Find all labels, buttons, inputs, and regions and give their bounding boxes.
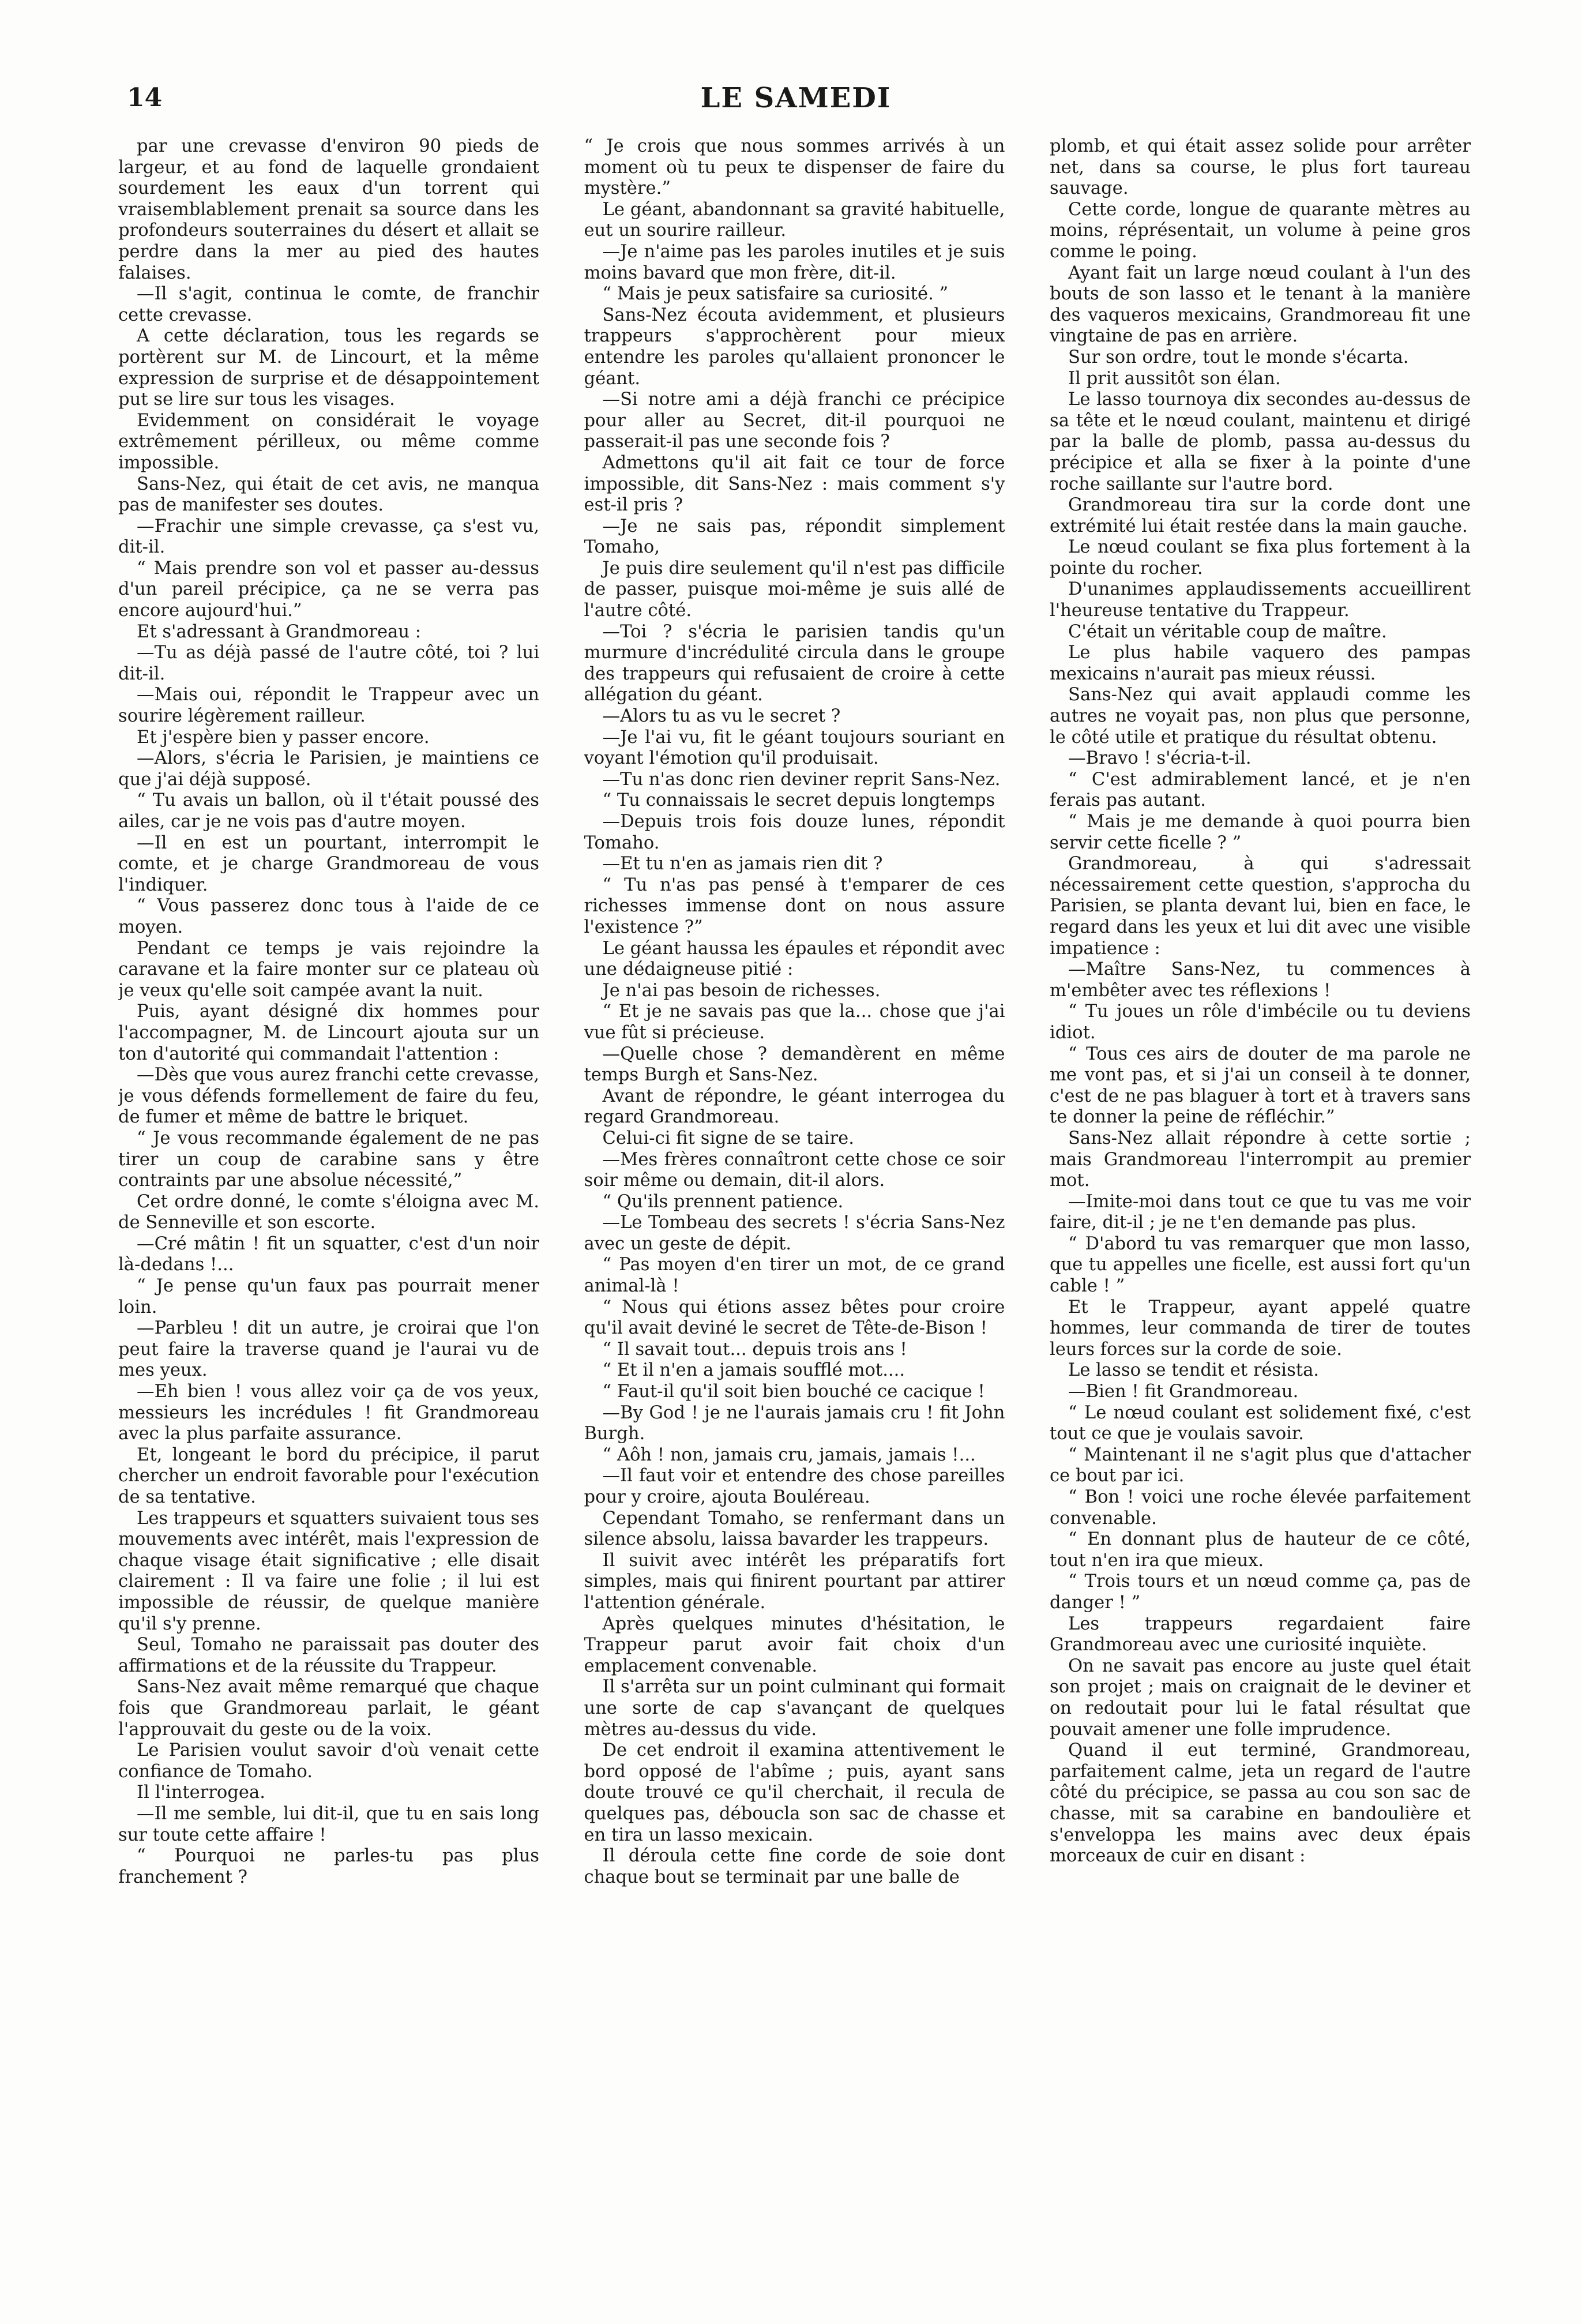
article-paragraph: Ayant fait un large nœud coulant à l'un des bouts de son lasso et le tenant à la manière des vaqueros mexicains, Grandmoreau fit une vingtaine de pas en arrière. xyxy=(1050,262,1471,347)
article-paragraph: Admettons qu'il ait fait ce tour de force impossible, dit Sans-Nez : mais comment s'y est-il pris ? xyxy=(584,452,1005,516)
article-paragraph: Et, longeant le bord du précipice, il parut chercher un endroit favorable pour l'exécution de sa tentative. xyxy=(118,1444,539,1507)
article-paragraph: —Il me semble, lui dit-il, que tu en sais long sur toute cette affaire ! xyxy=(118,1803,539,1845)
article-paragraph: Il l'interrogea. xyxy=(137,1782,265,1803)
article-paragraph: —Dès que vous aurez franchi cette crevasse, je vous défends formellement de faire du feu, de fumer et même de battre le briquet. xyxy=(118,1065,539,1128)
article-paragraph: —Alors, s'écria le Parisien, je maintiens ce que j'ai déjà supposé. xyxy=(118,748,539,790)
article-paragraph: “ Faut-il qu'il soit bien bouché ce cacique ! xyxy=(602,1381,985,1402)
article-paragraph: “ Le nœud coulant est solidement fixé, c'est tout ce que je voulais savoir. xyxy=(1050,1402,1471,1444)
article-paragraph: plomb, et qui était assez solide pour arrêter net, dans sa course, le plus fort taureau sauvage. xyxy=(1050,136,1471,199)
article-paragraph: —Toi ? s'écria le parisien tandis qu'un murmure d'incrédulité circula dans le groupe des trappeurs qui refusaient de croire à cette allégation du géant. xyxy=(584,621,1005,705)
article-paragraph: “ D'abord tu vas remarquer que mon lasso, que tu appelles une ficelle, est aussi fort qu'un cable ! ” xyxy=(1050,1233,1471,1297)
article-paragraph: Et le Trappeur, ayant appelé quatre hommes, leur commanda de tirer de toutes leurs forces sur la corde de soie. xyxy=(1050,1297,1471,1360)
article-paragraph: —Bravo ! s'écria-t-il. xyxy=(1068,748,1252,769)
article-paragraph: Le lasso se tendit et résista. xyxy=(1068,1360,1320,1381)
article-paragraph: Le Parisien voulut savoir d'où venait cette confiance de Tomaho. xyxy=(118,1740,539,1782)
article-paragraph: “ C'est admirablement lancé, et je n'en ferais pas autant. xyxy=(1050,769,1471,811)
article-paragraph: On ne savait pas encore au juste quel était son projet ; mais on craignait de le deviner et on redoutait pour lui le fatal résultat que pouvait amener une folle imprudence. xyxy=(1050,1655,1471,1740)
article-paragraph: “ Mais je peux satisfaire sa curiosité. ” xyxy=(602,284,949,305)
article-paragraph: “ Qu'ils prennent patience. xyxy=(602,1191,844,1212)
article-paragraph: “ Je vous recommande également de ne pas tirer un coup de carabine sans y être contraints par une absolue nécessité,” xyxy=(118,1128,539,1191)
article-paragraph: —Le Tombeau des secrets ! s'écria Sans-Nez avec un geste de dépit. xyxy=(584,1212,1005,1254)
article-paragraph: “ Tous ces airs de douter de ma parole ne me vont pas, et si j'ai un conseil à te donner, c'est de ne pas blaguer à tort et à travers sans te donner la peine de réfléchir.” xyxy=(1050,1043,1471,1128)
article-paragraph: —Quelle chose ? demandèrent en même temps Burgh et Sans-Nez. xyxy=(584,1043,1005,1086)
article-paragraph: —Si notre ami a déjà franchi ce précipice pour aller au Secret, dit-il pourquoi ne passerait-il pas une seconde fois ? xyxy=(584,389,1005,452)
article-paragraph: “ Trois tours et un nœud comme ça, pas de danger ! ” xyxy=(1050,1571,1471,1613)
article-paragraph: “ Bon ! voici une roche élevée parfaitement convenable. xyxy=(1050,1487,1471,1529)
article-paragraph: —Tu n'as donc rien deviner reprit Sans-Nez. xyxy=(602,769,1001,790)
article-paragraph: “ Mais je me demande à quoi pourra bien servir cette ficelle ? ” xyxy=(1050,812,1471,853)
article-paragraph: Le nœud coulant se fixa plus fortement à la pointe du rocher. xyxy=(1050,537,1471,579)
article-paragraph: Je puis dire seulement qu'il n'est pas difficile de passer, puisque moi-même je suis allé de l'autre côté. xyxy=(584,558,1005,621)
article-paragraph: “ Nous qui étions assez bêtes pour croire qu'il avait deviné le secret de Tête-de-Bison ! xyxy=(584,1297,1005,1339)
article-paragraph: Après quelques minutes d'hésitation, le Trappeur parut avoir fait choix d'un emplacement convenable. xyxy=(584,1613,1005,1676)
article-paragraph: —Maître Sans-Nez, tu commences à m'embêter avec tes réflexions ! xyxy=(1050,959,1471,1001)
page-number: 14 xyxy=(127,83,163,112)
article-paragraph: Avant de répondre, le géant interrogea du regard Grandmoreau. xyxy=(584,1086,1005,1128)
article-paragraph: Cependant Tomaho, se renfermant dans un silence absolu, laissa bavarder les trappeurs. xyxy=(584,1508,1005,1550)
article-paragraph: “ Et il n'en a jamais soufflé mot.... xyxy=(602,1360,905,1381)
article-paragraph: —Il s'agit, continua le comte, de franchir cette crevasse. xyxy=(118,284,539,325)
text-columns xyxy=(118,136,1471,2293)
article-paragraph: —Je ne sais pas, répondit simplement Tomaho, xyxy=(584,516,1005,558)
text-column-1 xyxy=(118,136,539,2293)
running-title: LE SAMEDI xyxy=(700,82,892,114)
article-paragraph: Cette corde, longue de quarante mètres au moins, réprésentait, un volume à peine gros comme le poing. xyxy=(1050,199,1471,262)
article-paragraph: “ Tu connaissais le secret depuis longtemps xyxy=(602,790,995,811)
article-paragraph: “ Tu joues un rôle d'imbécile ou tu deviens idiot. xyxy=(1050,1001,1471,1043)
article-paragraph: “ Je pense qu'un faux pas pourrait mener loin. xyxy=(118,1276,539,1317)
article-paragraph: —Mais oui, répondit le Trappeur avec un sourire légèrement railleur. xyxy=(118,685,539,727)
article-paragraph: par une crevasse d'environ 90 pieds de largeur, et au fond de laquelle grondaient sourdement les eaux d'un torrent qui vraisemblablement prenait sa source dans les profondeurs souterraines du désert et allait se perdre dans la mer au pied des hautes falaises. xyxy=(118,136,539,283)
article-paragraph: “ Tu avais un ballon, où il t'était poussé des ailes, car je ne vois pas d'autre moyen. xyxy=(118,790,539,832)
article-paragraph: —Cré mâtin ! fit un squatter, c'est d'un noir là-dedans !... xyxy=(118,1233,539,1275)
article-paragraph: —Il faut voir et entendre des chose pareilles pour y croire, ajouta Bouléreau. xyxy=(584,1466,1005,1507)
article-paragraph: Sans-Nez qui avait applaudi comme les autres ne voyait pas, non plus que personne, le côté utile et pratique du résultat obtenu. xyxy=(1050,685,1471,748)
article-paragraph: Il s'arrêta sur un point culminant qui formait une sorte de cap s'avançant de quelques mètres au-dessus du vide. xyxy=(584,1677,1005,1740)
article-paragraph: “ Vous passerez donc tous à l'aide de ce moyen. xyxy=(118,896,539,937)
article-paragraph: Quand il eut terminé, Grandmoreau, parfaitement calme, jeta un regard de l'autre côté du précipice, se passa au cou son sac de chasse, mit sa carabine en bandoulière et s'enveloppa les mains avec deux épais morceaux de cuir en disant : xyxy=(1050,1740,1471,1867)
article-paragraph: Et s'adressant à Grandmoreau : xyxy=(137,621,422,642)
article-paragraph: —Alors tu as vu le secret ? xyxy=(602,706,841,727)
article-paragraph: Sur son ordre, tout le monde s'écarta. xyxy=(1068,347,1409,367)
article-paragraph: Le plus habile vaquero des pampas mexicains n'aurait pas mieux réussi. xyxy=(1050,643,1471,684)
article-paragraph: —Imite-moi dans tout ce que tu vas me voir faire, dit-il ; je ne t'en demande pas plus. xyxy=(1050,1191,1471,1233)
article-paragraph: “ Tu n'as pas pensé à t'emparer de ces richesses immense dont on nous assure l'existence ?” xyxy=(584,874,1005,937)
article-paragraph: De cet endroit il examina attentivement le bord opposé de l'abîme ; puis, ayant sans doute trouvé ce qu'il cherchait, il recula de quelques pas, déboucla son sac de chasse et en tira un lasso mexicain. xyxy=(584,1740,1005,1845)
article-paragraph: A cette déclaration, tous les regards se portèrent sur M. de Lincourt, et la même expression de surprise et de désappointement put se lire sur tous les visages. xyxy=(118,326,539,410)
article-paragraph: Les trappeurs regardaient faire Grandmoreau avec une curiosité inquiète. xyxy=(1050,1613,1471,1655)
article-paragraph: —Eh bien ! vous allez voir ça de vos yeux, messieurs les incrédules ! fit Grandmoreau avec la plus parfaite assurance. xyxy=(118,1381,539,1444)
article-paragraph: —Et tu n'en as jamais rien dit ? xyxy=(602,854,883,874)
article-paragraph: Celui-ci fit signe de se taire. xyxy=(602,1128,855,1148)
article-paragraph: Il déroula cette fine corde de soie dont chaque bout se terminait par une balle de xyxy=(584,1846,1005,1887)
article-paragraph: Sans-Nez allait répondre à cette sortie ; mais Grandmoreau l'interrompit au premier mot. xyxy=(1050,1128,1471,1191)
article-paragraph: Le lasso tournoya dix secondes au-dessus de sa tête et le nœud coulant, maintenu et dirigé par la balle de plomb, passa au-dessus du précipice et alla se fixer à la pointe d'une roche saillante sur l'autre bord. xyxy=(1050,389,1471,494)
article-paragraph: Il suivit avec intérêt les préparatifs fort simples, mais qui finirent pourtant par attirer l'attention générale. xyxy=(584,1550,1005,1613)
text-column-2 xyxy=(584,136,1005,2293)
article-paragraph: —Tu as déjà passé de l'autre côté, toi ? lui dit-il. xyxy=(118,643,539,684)
article-paragraph: —Je l'ai vu, fit le géant toujours souriant en voyant l'émotion qu'il produisait. xyxy=(584,727,1005,769)
article-paragraph: Pendant ce temps je vais rejoindre la caravane et la faire monter sur ce plateau où je veux qu'elle soit campée avant la nuit. xyxy=(118,938,539,1001)
article-paragraph: Sans-Nez, qui était de cet avis, ne manqua pas de manifester ses doutes. xyxy=(118,474,539,516)
page-header xyxy=(121,81,1471,121)
article-paragraph: Sans-Nez écouta avidemment, et plusieurs trappeurs s'approchèrent pour mieux entendre les paroles qu'allaient prononcer le géant. xyxy=(584,305,1005,389)
article-paragraph: “ Mais prendre son vol et passer au-dessus d'un pareil précipice, ça ne se verra pas encore aujourd'hui.” xyxy=(118,558,539,621)
article-paragraph: Puis, ayant désigné dix hommes pour l'accompagner, M. de Lincourt ajouta sur un ton d'autorité qui commandait l'attention : xyxy=(118,1001,539,1064)
article-paragraph: —Il en est un pourtant, interrompit le comte, et je charge Grandmoreau de vous l'indiquer. xyxy=(118,832,539,895)
article-paragraph: Sans-Nez avait même remarqué que chaque fois que Grandmoreau parlait, le géant l'approuvait du geste ou de la voix. xyxy=(118,1677,539,1740)
article-paragraph: Et j'espère bien y passer encore. xyxy=(137,727,430,748)
article-paragraph: “ Je crois que nous sommes arrivés à un moment où tu peux te dispenser de faire du mystère.” xyxy=(584,136,1005,199)
article-paragraph: “ Aôh ! non, jamais cru, jamais, jamais !... xyxy=(602,1444,976,1465)
article-paragraph: —Depuis trois fois douze lunes, répondit Tomaho. xyxy=(584,812,1005,853)
article-paragraph: D'unanimes applaudissements accueillirent l'heureuse tentative du Trappeur. xyxy=(1050,579,1471,621)
article-paragraph: “ Maintenant il ne s'agit plus que d'attacher ce bout par ici. xyxy=(1050,1444,1471,1486)
article-paragraph: Grandmoreau tira sur la corde dont une extrémité lui était restée dans la main gauche. xyxy=(1050,495,1471,536)
article-paragraph: Le géant haussa les épaules et répondit avec une dédaigneuse pitié : xyxy=(584,938,1005,980)
article-paragraph: “ Pourquoi ne parles-tu pas plus franchement ? xyxy=(118,1846,539,1887)
article-paragraph: —Mes frères connaîtront cette chose ce soir soir même ou demain, dit-il alors. xyxy=(584,1149,1005,1191)
text-column-3 xyxy=(1050,136,1471,2293)
article-paragraph: Cet ordre donné, le comte s'éloigna avec M. de Senneville et son escorte. xyxy=(118,1191,539,1233)
article-paragraph: “ Et je ne savais pas que la... chose que j'ai vue fût si précieuse. xyxy=(584,1001,1005,1043)
article-paragraph: Il prit aussitôt son élan. xyxy=(1068,368,1281,389)
article-paragraph: —By God ! je ne l'aurais jamais cru ! fit John Burgh. xyxy=(584,1402,1005,1444)
article-paragraph: —Bien ! fit Grandmoreau. xyxy=(1068,1381,1299,1402)
article-paragraph: Grandmoreau, à qui s'adressait nécessairement cette question, s'approcha du Parisien, se planta devant lui, bien en face, le regard dans les yeux et lui dit avec une visible impatience : xyxy=(1050,854,1471,959)
article-paragraph: Le géant, abandonnant sa gravité habituelle, eut un sourire railleur. xyxy=(584,199,1005,241)
article-paragraph: —Je n'aime pas les paroles inutiles et je suis moins bavard que mon frère, dit-il. xyxy=(584,241,1005,283)
article-paragraph: C'était un véritable coup de maître. xyxy=(1068,621,1387,642)
article-paragraph: Evidemment on considérait le voyage extrêmement périlleux, ou même comme impossible. xyxy=(118,410,539,473)
article-paragraph: “ En donnant plus de hauteur de ce côté, tout n'en ira que mieux. xyxy=(1050,1529,1471,1571)
article-paragraph: “ Pas moyen d'en tirer un mot, de ce grand animal-là ! xyxy=(584,1255,1005,1297)
article-paragraph: Je n'ai pas besoin de richesses. xyxy=(602,980,881,1001)
article-paragraph: —Parbleu ! dit un autre, je croirai que l'on peut faire la traverse quand je l'aurai vu de mes yeux. xyxy=(118,1318,539,1381)
article-paragraph: —Frachir une simple crevasse, ça s'est vu, dit-il. xyxy=(118,516,539,558)
article-paragraph: “ Il savait tout... depuis trois ans ! xyxy=(602,1339,907,1360)
article-paragraph: Seul, Tomaho ne paraissait pas douter des affirmations et de la réussite du Trappeur. xyxy=(118,1635,539,1676)
article-paragraph: Les trappeurs et squatters suivaient tous ses mouvements avec intérêt, mais l'expression de chaque visage était significative ; elle disait clairement : Il va faire une folie ; il lui est impossible de réussir, de quelque manière qu'il s'y prenne. xyxy=(118,1508,539,1634)
